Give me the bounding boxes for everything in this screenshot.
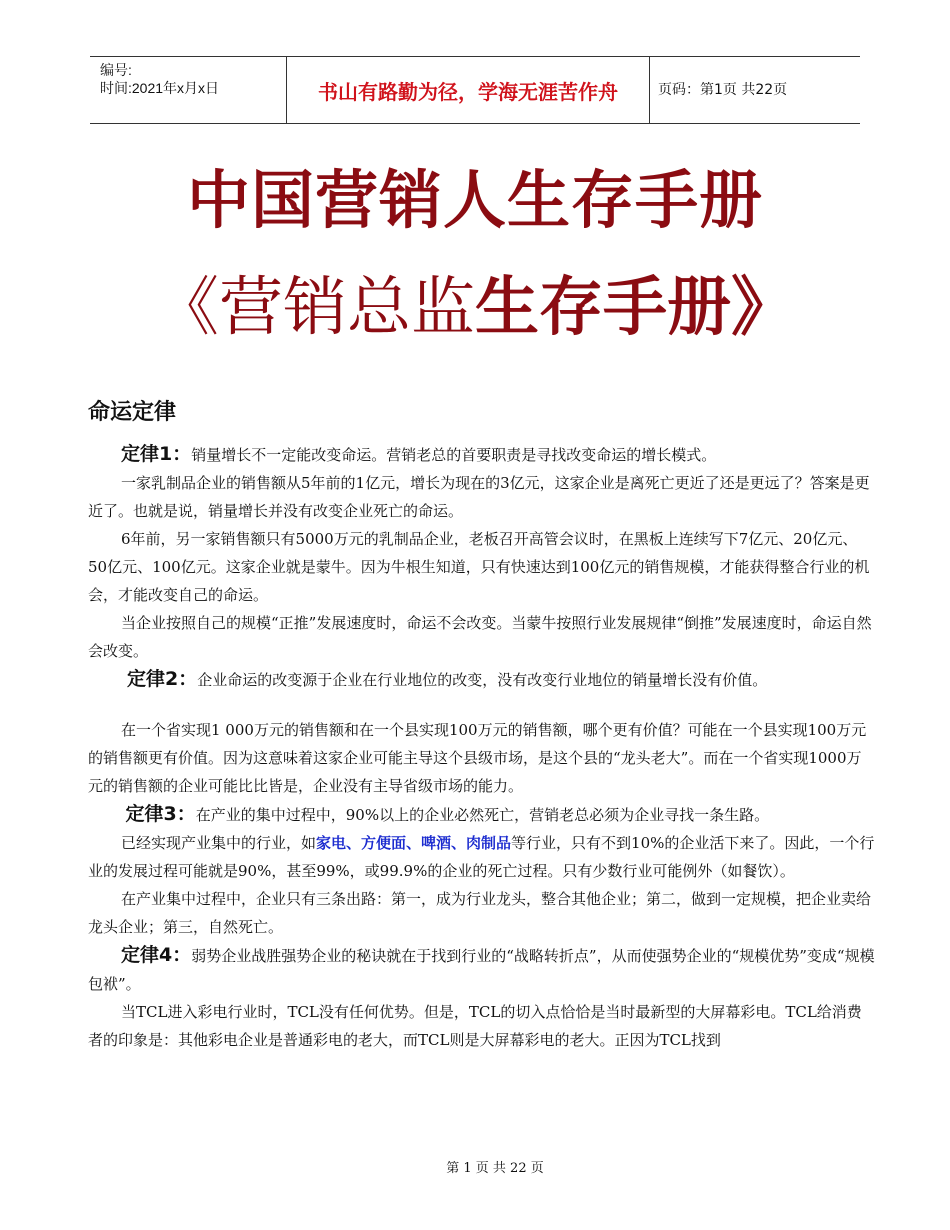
law-4-text: 弱势企业战胜强势企业的秘诀就在于找到行业的“战略转折点”，从而使强势企业的“规模优势”变成“规模包袱”。 (88, 947, 875, 993)
header-meta (100, 61, 285, 97)
subtitle-part-2: 生存手册》 (475, 271, 795, 345)
doc-time-label: 时间:2021年x月x日 (100, 80, 220, 96)
law-2-text: 企业命运的改变源于企业在行业地位的改变，没有改变行业地位的销量增长没有价值。 (197, 671, 768, 689)
paragraph: 在一个省实现1 000万元的销售额和在一个县实现100万元的销售额，哪个更有价值？可能在一个县实现100万元的销售额更有价值。因为这意味着这家企业可能主导这个县级市场，是这个县的“龙头老大”。而在一个省实现1000万元的销售额的企业可能比比皆是，企业没有主导省级市场的能力。 (88, 721, 867, 795)
paragraph: 一家乳制品企业的销售额从5年前的1亿元，增长为现在的3亿元，这家企业是离死亡更近了还是更远了？答案是更近了。也就是说，销量增长并没有改变企业死亡的命运。 (88, 474, 870, 520)
main-title: 中国营销人生存手册 (187, 164, 763, 237)
doc-number-label: 编号: (100, 62, 132, 78)
document-body (88, 440, 875, 1054)
paragraph: 在产业集中过程中，企业只有三条出路：第一，成为行业龙头，整合其他企业；第二，做到一定规模，把企业卖给龙头企业；第三，自然死亡。 (88, 890, 872, 936)
law-3-text: 在产业的集中过程中，90%以上的企业必然死亡，营销老总必须为企业寻找一条生路。 (195, 806, 770, 824)
p5-post: 等行业，只有不到10%的企业活下来了。因此，一个行业的发展过程可能就是90%，甚至99%，或99.9%的企业的死亡过程。只有少数行业可能例外（如餐饮）。 (88, 834, 875, 880)
spacer (88, 694, 875, 716)
highlighted-industries: 家电、方便面、啤酒、肉制品 (316, 834, 512, 852)
subtitle-part-1: 《营销总监 (155, 271, 475, 345)
page-footer: 第 1 页 共 22 页 (446, 1161, 544, 1176)
paragraph: 当TCL进入彩电行业时，TCL没有任何优势。但是，TCL的切入点恰恰是当时最新型的大屏幕彩电。TCL给消费者的印象是：其他彩电企业是普通彩电的老大，而TCL则是大屏幕彩电的老大。正因为TCL找到 (88, 1003, 862, 1049)
law-4 (88, 941, 875, 998)
law-3 (88, 800, 875, 829)
header-page-info: 页码：第1页 共22页 (658, 82, 788, 98)
subtitle (0, 256, 950, 348)
paragraph: 当企业按照自己的规模“正推”发展速度时，命运不会改变。当蒙牛按照行业发展规律“倒推”发展速度时，命运自然会改变。 (88, 614, 872, 660)
section-heading: 命运定律 (88, 400, 177, 425)
paragraph (88, 829, 875, 885)
paragraph: 6年前，另一家销售额只有5000万元的乳制品企业，老板召开高管会议时，在黑板上连续写下7亿元、20亿元、50亿元、100亿元。这家企业就是蒙牛。因为牛根生知道，只有快速达到100亿元的销售规模，才能获得整合行业的机会，才能改变自己的命运。 (88, 530, 870, 604)
document-header (90, 56, 860, 124)
header-motto: 书山有路勤为径，学海无涯苦作舟 (286, 57, 650, 123)
law-1 (88, 440, 875, 469)
p5-pre: 已经实现产业集中的行业，如 (121, 834, 317, 852)
law-4-title: 定律4： (121, 944, 192, 966)
law-1-text: 销量增长不一定能改变命运。营销老总的首要职责是寻找改变命运的增长模式。 (191, 446, 717, 464)
law-1-title: 定律1： (121, 443, 192, 465)
law-3-title: 定律3： (125, 803, 196, 825)
law-2-title: 定律2： (127, 668, 198, 690)
law-2 (88, 665, 875, 694)
